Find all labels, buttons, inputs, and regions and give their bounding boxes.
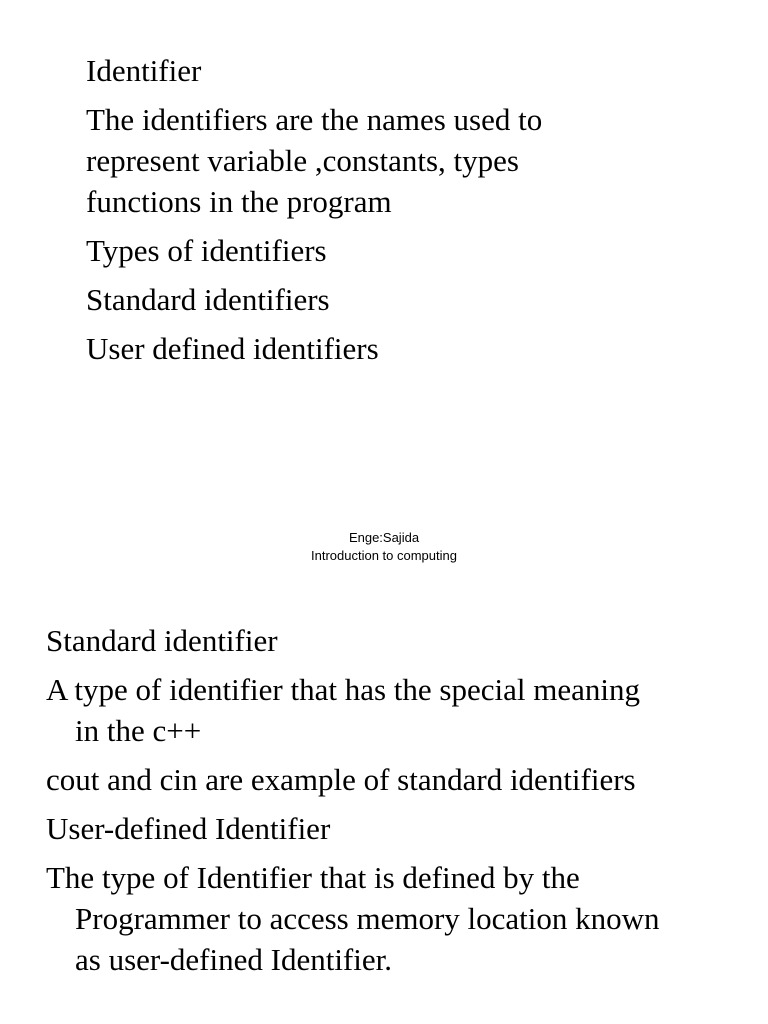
text-line: Types of identifiers: [86, 233, 327, 268]
standard-identifier-heading: [46, 620, 278, 661]
text-line: Programmer to access memory location known: [75, 901, 660, 936]
standard-identifier-example: [46, 759, 636, 800]
types-heading: [86, 230, 327, 271]
text-line: Standard identifier: [46, 623, 278, 658]
footer-author: Enge:Sajida: [348, 530, 420, 545]
text-line: Identifier: [86, 53, 202, 88]
definition-paragraph: [86, 99, 542, 222]
text-line: cout and cin are example of standard identifiers: [46, 762, 636, 797]
footer-course: Introduction to computing: [311, 548, 457, 563]
user-defined-identifiers-item: [86, 328, 379, 369]
slide-identifier-types: [0, 600, 768, 1024]
text-line: in the c++: [75, 713, 202, 748]
text-line: represent variable ,constants, types: [86, 143, 519, 178]
standard-identifier-definition: [46, 669, 640, 751]
text-line: functions in the program: [86, 184, 392, 219]
text-line: as user-defined Identifier.: [75, 942, 392, 977]
text-line: The type of Identifier that is defined by the: [46, 860, 580, 895]
text-line: User defined identifiers: [86, 331, 379, 366]
user-defined-identifier-heading: [46, 808, 330, 849]
text-line: Standard identifiers: [86, 282, 330, 317]
text-line: User-defined Identifier: [46, 811, 331, 846]
user-defined-identifier-definition: [46, 857, 660, 980]
text-line: A type of identifier that has the special meaning: [46, 672, 640, 707]
slide-title: [86, 50, 201, 91]
slide-footer: [0, 529, 768, 565]
standard-identifiers-item: [86, 279, 330, 320]
text-line: The identifiers are the names used to: [86, 102, 543, 137]
